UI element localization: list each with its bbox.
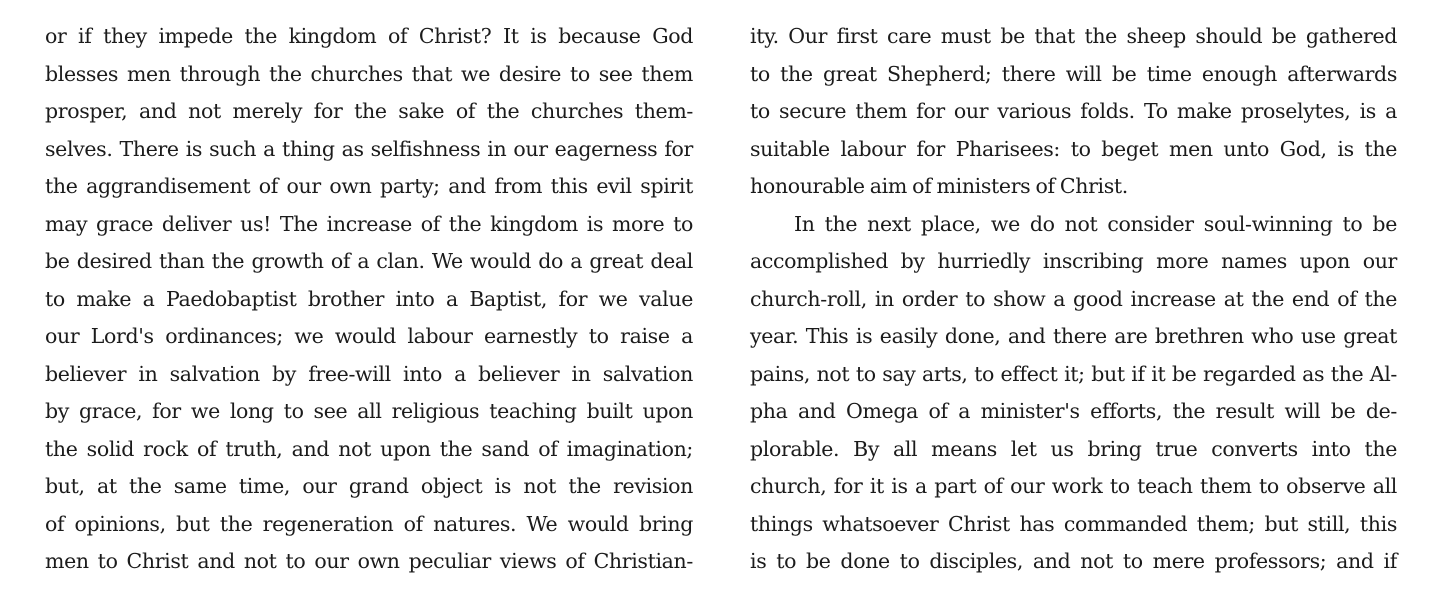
text-line: our Lord's ordinances; we would labour earnestly to raise a: [45, 324, 693, 348]
text-line-paragraph-end: honourable aim of ministers of Christ.: [750, 174, 1128, 198]
text-line: may grace deliver us! The increase of the kingdom is more to: [45, 211, 693, 236]
text-line: suitable labour for Pharisees: to beget men unto God, is the: [750, 136, 1397, 161]
text-line: church, for it is a part of our work to teach them to observe all: [750, 474, 1397, 498]
text-line: prosper, and not merely for the sake of the churches them-: [45, 99, 693, 123]
left-text-column: [45, 18, 693, 581]
text-line: year. This is easily done, and there are brethren who use great: [750, 324, 1397, 348]
text-line: pains, not to say arts, to effect it; but if it be regarded as the Al-: [750, 361, 1397, 386]
right-text-column: [750, 18, 1397, 581]
text-line: by grace, for we long to see all religious teaching built upon: [45, 399, 693, 423]
text-line: the solid rock of truth, and not upon the sand of imagination;: [45, 436, 693, 461]
text-line: to secure them for our various folds. To make proselytes, is a: [750, 99, 1397, 123]
text-line: be desired than the growth of a clan. We would do a great deal: [45, 249, 693, 273]
text-line: pha and Omega of a minister's efforts, the result will be de-: [750, 399, 1397, 423]
text-line: to the great Shepherd; there will be time enough afterwards: [750, 61, 1397, 86]
text-line: blesses men through the churches that we desire to see them: [45, 61, 693, 86]
text-line-paragraph-start: In the next place, we do not consider soul-winning to be: [794, 211, 1397, 236]
text-line: of opinions, but the regeneration of natures. We would bring: [45, 511, 693, 536]
text-line: men to Christ and not to our own peculiar views of Christian-: [45, 549, 693, 573]
text-line: the aggrandisement of our own party; and from this evil spirit: [45, 174, 693, 198]
text-line: ity. Our first care must be that the sheep should be gathered: [750, 24, 1397, 48]
text-line: plorable. By all means let us bring true converts into the: [750, 436, 1397, 461]
text-line: selves. There is such a thing as selfishness in our eagerness for: [45, 136, 693, 161]
text-line: church-roll, in order to show a good increase at the end of the: [750, 286, 1397, 311]
text-line: believer in salvation by free-will into a believer in salvation: [45, 361, 693, 386]
text-line: things whatsoever Christ has commanded them; but still, this: [750, 511, 1397, 536]
text-line: is to be done to disciples, and not to mere professors; and if: [750, 549, 1397, 573]
text-line: to make a Paedobaptist brother into a Baptist, for we value: [45, 286, 693, 311]
text-line: but, at the same time, our grand object is not the revision: [45, 474, 693, 498]
text-line: or if they impede the kingdom of Christ? It is because God: [45, 24, 693, 48]
text-line: accomplished by hurriedly inscribing more names upon our: [750, 249, 1397, 273]
